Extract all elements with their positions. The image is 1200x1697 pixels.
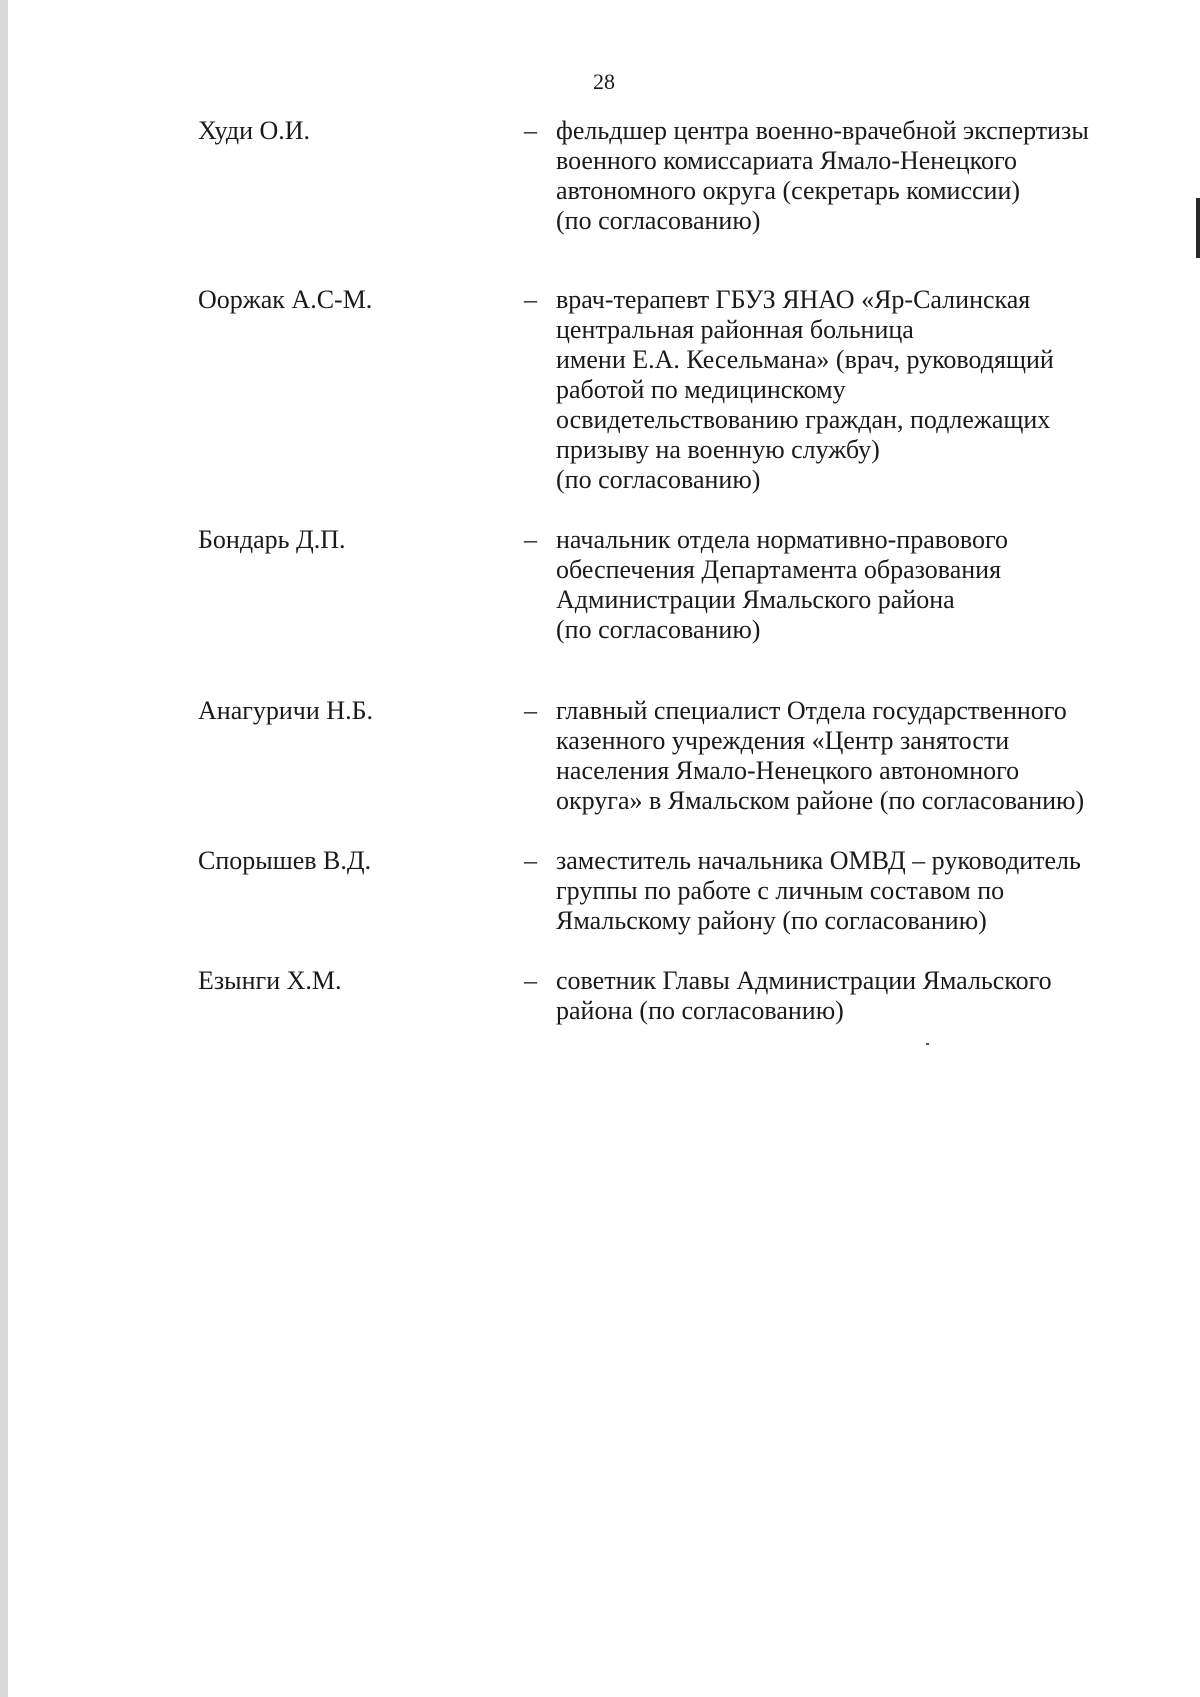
description-line: района (по согласованию) [556,996,844,1025]
dash-separator: – [524,525,537,554]
dash-separator: – [524,116,537,145]
document-page [8,0,1200,1697]
description-line: работой по медицинскому [556,375,846,404]
description-line: фельдшер центра военно-врачебной экспертизы [556,116,1089,145]
description-line: врач-терапевт ГБУЗ ЯНАО «Яр-Салинская [556,285,1031,314]
description-line: (по согласованию) [556,206,761,235]
member-description [556,966,1156,1026]
description-line: округа» в Ямальском районе (по согласованию) [556,786,1085,815]
description-line: главный специалист Отдела государственного [556,696,1067,725]
page-number: 28 [593,69,615,94]
description-line: призыву на военную службу) [556,435,880,464]
description-line: казенного учреждения «Центр занятости [556,726,1010,755]
description-line: (по согласованию) [556,615,761,644]
member-description [556,285,1156,495]
member-name: Ооржак А.С-М. [198,285,373,314]
description-line: военного комиссариата Ямало-Ненецкого [556,146,1017,175]
dash-separator: – [524,285,537,314]
member-name: Езынги Х.М. [198,966,342,995]
description-line: имени Е.А. Кесельмана» (врач, руководящий [556,345,1054,374]
description-line: Ямальскому району (по согласованию) [556,906,987,935]
member-name: Анагуричи Н.Б. [198,696,374,725]
scan-speck [926,1043,929,1045]
description-line: (по согласованию) [556,465,761,494]
scan-edge-mark [1196,198,1200,258]
description-line: начальник отдела нормативно-правового [556,525,1008,554]
member-description [556,696,1156,816]
member-name: Худи О.И. [198,116,311,145]
description-line: заместитель начальника ОМВД – руководитель [556,846,1081,875]
description-line: автономного округа (секретарь комиссии) [556,176,1021,205]
description-line: Администрации Ямальского района [556,585,955,614]
member-description [556,846,1156,936]
description-line: группы по работе с личным составом по [556,876,1005,905]
member-name: Бондарь Д.П. [198,525,346,554]
dash-separator: – [524,966,537,995]
description-line: освидетельствованию граждан, подлежащих [556,405,1051,434]
description-line: советник Главы Администрации Ямальского [556,966,1052,995]
description-line: обеспечения Департамента образования [556,555,1002,584]
dash-separator: – [524,696,537,725]
description-line: центральная районная больница [556,315,914,344]
member-description [556,116,1156,236]
member-description [556,525,1156,645]
member-name: Спорышев В.Д. [198,846,372,875]
dash-separator: – [524,846,537,875]
description-line: населения Ямало-Ненецкого автономного [556,756,1020,785]
